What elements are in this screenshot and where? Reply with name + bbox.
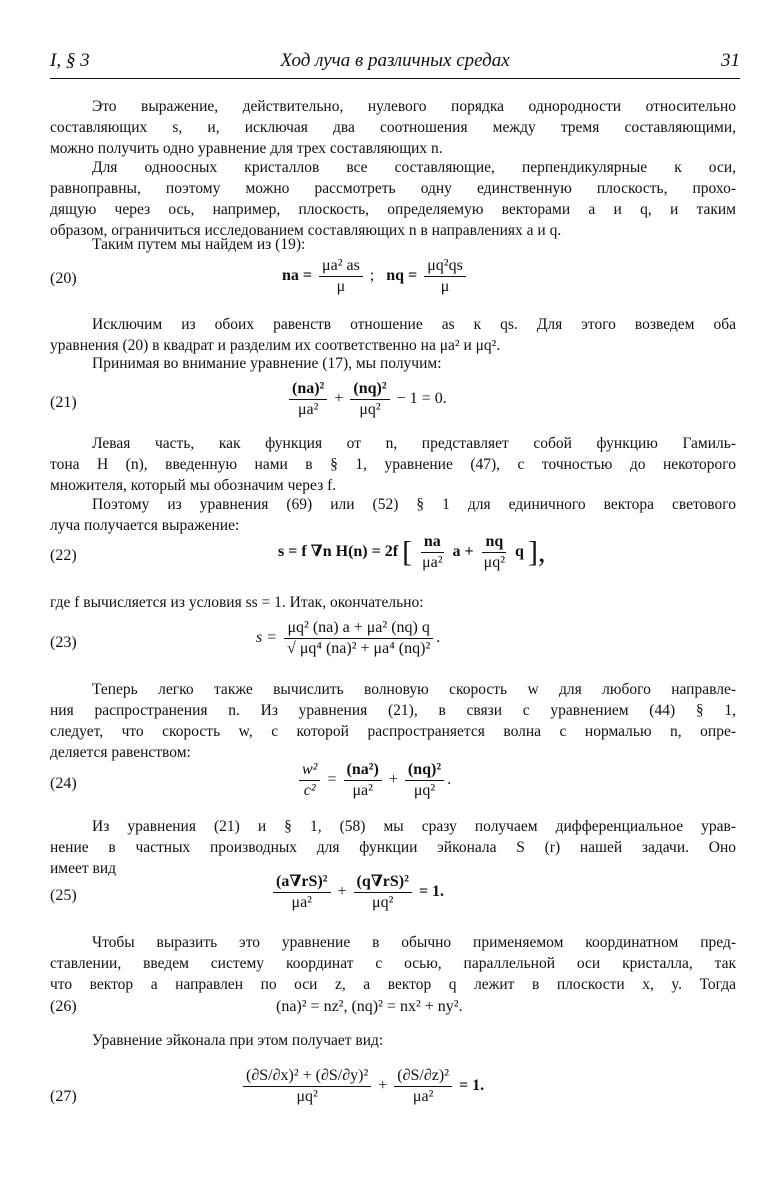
- numerator: na: [421, 532, 444, 553]
- numerator: (nq)²: [405, 760, 444, 781]
- left-bracket: [: [402, 535, 413, 569]
- equation-body: [282, 256, 469, 297]
- numerator: μa² as: [319, 256, 363, 277]
- text-line: дящую через ось, например, плоскость, определяемую векторами a и q, и таким: [50, 201, 736, 218]
- text-line: Исключим из обоих равенств отношение as к qs. Для этого возведем оба: [92, 316, 736, 333]
- eq-middle: a +: [452, 543, 474, 561]
- equation-body: [278, 532, 545, 573]
- text-line: ставлении, введем систему координат с осью, параллельной оси кристалла, так: [50, 955, 736, 972]
- text-line: Чтобы выразить это уравнение в обычно применяемом координатном пред-: [92, 934, 736, 951]
- right-bracket: ],: [527, 535, 546, 569]
- text-line: образом, ограничиться исследованием составляющих n в направлениях a и q.: [50, 222, 562, 239]
- equation-number: (26): [50, 998, 77, 1015]
- numerator: μq² (na) a + μa² (nq) q: [284, 618, 432, 639]
- equation-number: (27): [50, 1088, 77, 1105]
- text-line: равноправны, поэтому можно рассмотреть одну единственную плоскость, прохо-: [50, 180, 736, 197]
- denominator: √ μq⁴ (na)² + μa⁴ (nq)²: [287, 640, 431, 657]
- numerator: (na)²: [289, 379, 327, 400]
- text-line: Принимая во внимание уравнение (17), мы получим:: [92, 355, 442, 372]
- numerator: (q∇rS)²: [354, 872, 412, 893]
- denominator: μa²: [412, 1088, 434, 1105]
- text-line: где f вычисляется из условия ss = 1. Итак, окончательно:: [50, 594, 424, 611]
- denominator: μq²: [413, 782, 436, 799]
- eq-rest: = 1.: [459, 1077, 485, 1095]
- fraction: [319, 256, 363, 297]
- denominator: μ: [440, 278, 450, 295]
- paragraph-8: [50, 592, 736, 613]
- fraction: [481, 532, 508, 573]
- text-line: деляется равенством:: [50, 744, 191, 761]
- fraction: [354, 872, 412, 913]
- text-line: Это выражение, действительно, нулевого порядка однородности относительно: [92, 98, 736, 115]
- equation-body: [286, 379, 447, 420]
- plus-sign: +: [337, 883, 347, 901]
- equation-22: [50, 532, 740, 584]
- text-line: Из уравнения (21) и § 1, (58) мы сразу получаем дифференциальное урав-: [92, 818, 736, 835]
- numerator: (∂S/∂x)² + (∂S/∂y)²: [243, 1066, 371, 1087]
- fraction: [299, 760, 320, 801]
- paragraph-10: [50, 816, 736, 879]
- paragraph-9: [50, 679, 736, 763]
- plus-sign: +: [388, 771, 398, 789]
- text-line: Левая часть, как функция от n, представляет собой функцию Гамиль-: [92, 435, 736, 452]
- text-line: ния распространения n. Из уравнения (21), в связи с уравнением (44) § 1,: [50, 702, 736, 719]
- denominator: μa²: [352, 782, 373, 799]
- equation-21: [50, 379, 740, 431]
- eq-lhs: s = f ∇n H(n) = 2f: [278, 543, 399, 561]
- eq-lhs: s =: [256, 629, 278, 647]
- text-line: следует, что скорость w, с которой распространяется волна с нормалью n, опре-: [50, 723, 736, 740]
- fraction: [424, 256, 466, 297]
- text-line: Уравнение эйконала при этом получает вид:: [92, 1032, 384, 1049]
- denominator: μq²: [296, 1088, 318, 1105]
- paragraph-3: [50, 234, 736, 255]
- denominator: c²: [303, 782, 316, 799]
- equation-number: (24): [50, 775, 77, 792]
- section-label: I, § 3: [50, 50, 90, 71]
- eq-lhs: nq =: [386, 267, 418, 285]
- fraction: [344, 760, 382, 801]
- text-line: тона H (n), введенную нами в § 1, уравнение (47), с точностью до некоторого: [50, 456, 736, 473]
- numerator: μq²qs: [424, 256, 466, 277]
- text-line: луча получается выражение:: [50, 517, 240, 534]
- paragraph-5: [50, 353, 736, 374]
- fraction: [350, 379, 389, 420]
- numerator: (na²): [344, 760, 382, 781]
- paragraph-2: [50, 157, 736, 241]
- fraction: [273, 872, 331, 913]
- plus-sign: +: [378, 1077, 388, 1095]
- equation-26: [50, 998, 740, 1024]
- equation-number: (25): [50, 887, 77, 904]
- equation-23: [50, 618, 740, 672]
- denominator: μa²: [297, 401, 319, 418]
- eq-separator: ;: [369, 267, 375, 285]
- fraction: [394, 1066, 452, 1107]
- eq-tail: q: [515, 543, 524, 561]
- denominator: μq²: [359, 401, 381, 418]
- numerator: (∂S/∂z)²: [394, 1066, 452, 1087]
- equation-number: (20): [50, 270, 77, 287]
- paragraph-11: [50, 932, 736, 995]
- numerator: (nq)²: [350, 379, 389, 400]
- denominator: μa²: [422, 554, 443, 571]
- eq-lhs: na =: [282, 267, 313, 285]
- equation-body: [296, 760, 451, 801]
- numerator: w²: [299, 760, 320, 781]
- text-line: Таким путем мы найдем из (19):: [92, 236, 306, 253]
- text-line: нение в частных производных для функции эйконала S (r) нашей задачи. Оно: [50, 839, 736, 856]
- equation-body: s = $\frac{\text{μq² (na) a + μa² (nq) q}}{\text{√ μq⁴ (na)² + μa⁴ (nq)²}}$ .: [256, 619, 441, 657]
- equation-25: [50, 872, 740, 924]
- equation-body: (na)² = nz², (nq)² = nx² + ny².: [276, 998, 463, 1015]
- eq-rest: − 1 = 0.: [396, 390, 447, 408]
- plus-sign: +: [334, 390, 344, 408]
- equals-sign: =: [327, 771, 337, 789]
- page-number: 31: [721, 50, 740, 71]
- equation-number: (23): [50, 634, 77, 651]
- equation-27: [50, 1066, 740, 1128]
- denominator: μq²: [372, 894, 394, 911]
- text-line: уравнения (20) в квадрат и разделим их соответственно на μa² и μq².: [50, 337, 501, 354]
- equation-number: (22): [50, 547, 77, 564]
- text-line: Для одноосных кристаллов все составляющие, перпендикулярные к оси,: [92, 159, 736, 176]
- paragraph-1: [50, 96, 736, 159]
- text-line: множителя, который мы обозначим через f.: [50, 477, 337, 494]
- paragraph-7: [50, 494, 736, 536]
- eq-rest: = 1.: [418, 883, 445, 901]
- denominator: μa²: [291, 894, 312, 911]
- equation-24: [50, 760, 740, 812]
- numerator: (a∇rS)²: [273, 872, 331, 893]
- paragraph-4: [50, 314, 736, 356]
- text-line: имеет вид: [50, 860, 117, 877]
- text-line: Теперь легко также вычислить волновую скорость w для любого направле-: [92, 681, 736, 698]
- denominator: μq²: [483, 554, 506, 571]
- numerator: nq: [482, 532, 506, 553]
- denominator: μ: [336, 278, 346, 295]
- running-title: Ход луча в различных средах: [280, 50, 510, 71]
- header-rule: [50, 78, 740, 79]
- fraction: [405, 760, 444, 801]
- text-line: Поэтому из уравнения (69) или (52) § 1 для единичного вектора светового: [92, 496, 736, 513]
- equation-body: [240, 1066, 484, 1107]
- equation-20: [50, 256, 740, 306]
- period: .: [447, 771, 452, 789]
- text-line: можно получить одно уравнение для трех составляющих n.: [50, 140, 443, 157]
- fraction: [243, 1066, 371, 1107]
- text-line: что вектор a направлен по оси z, а вектор q лежит в плоскости x, y. Тогда: [50, 976, 736, 993]
- paragraph-6: [50, 433, 736, 496]
- fraction: [284, 618, 433, 659]
- fraction: [419, 532, 445, 573]
- fraction: [289, 379, 327, 420]
- paragraph-12: [50, 1030, 736, 1051]
- text-line: составляющих s, и, исключая два соотношения между тремя составляющими,: [50, 119, 736, 136]
- equation-number: (21): [50, 394, 77, 411]
- equation-body: [270, 872, 444, 913]
